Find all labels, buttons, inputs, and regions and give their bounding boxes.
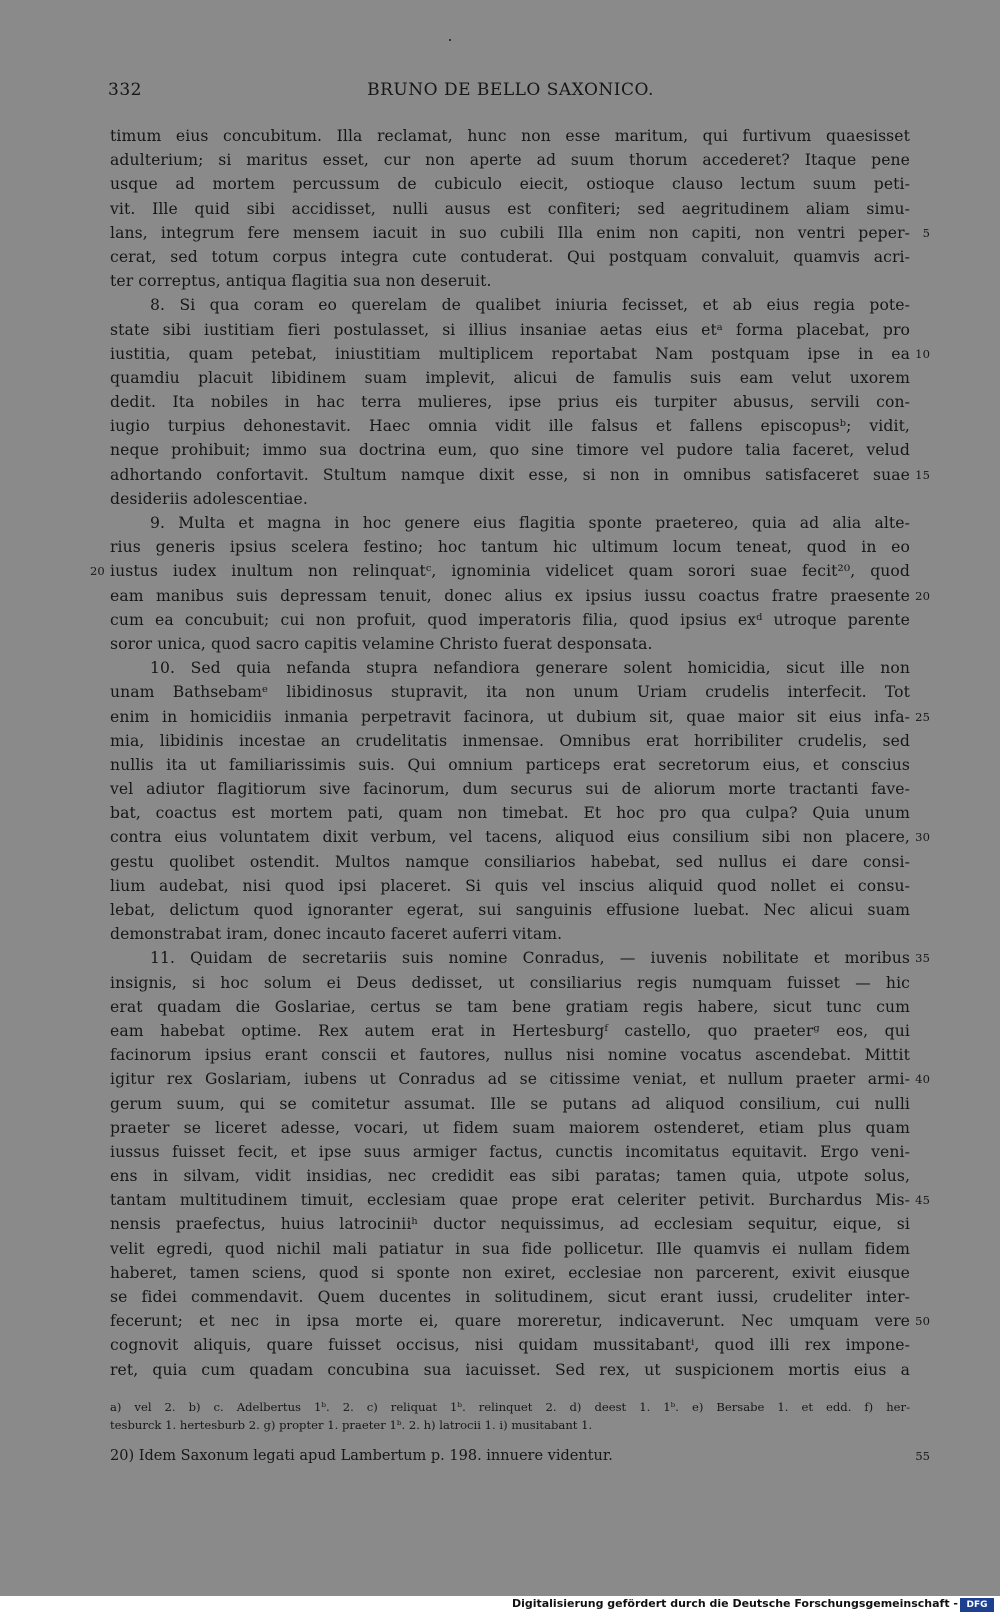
line-text: desideriis adolescentiae.: [110, 489, 308, 508]
line-text: erat quadam die Goslariae, certus se tam bene gratiam regis habere, sicut tunc cum: [110, 997, 910, 1016]
line-text: vel adiutor flagitiorum sive facinorum, dum securus sui de aliorum morte tractanti fave-: [110, 780, 910, 799]
text-line: [110, 777, 910, 801]
line-text: adulterium; si maritus esset, cur non aperte ad suum thorum accederet? Itaque pene: [110, 151, 910, 170]
text-line: [110, 487, 910, 511]
text-line: [110, 148, 910, 172]
line-number: 25: [915, 709, 930, 724]
line-text: timum eius concubitum. Illa reclamat, hunc non esse maritum, qui furtivum quaesisset: [110, 127, 910, 145]
line-text: dedit. Ita nobiles in hac terra mulieres, ipse prius eis turpiter abusus, servili con-: [110, 393, 910, 412]
dfg-logo: DFG: [960, 1598, 994, 1612]
text-line: [110, 922, 910, 946]
line-text: eam manibus suis depressam tenuit, donec alius ex ipsius iussu coactus fratre praesente: [110, 586, 910, 605]
text-line: [110, 1237, 910, 1261]
text-line: [110, 342, 930, 366]
line-text: igitur rex Goslariam, iubens ut Conradus ad se citissime veniat, et nullum praeter armi-: [110, 1070, 910, 1089]
line-text: haberet, tamen sciens, quod si sponte non exiret, ecclesiae non parcerent, exivit eiusque: [110, 1263, 910, 1282]
line-text: praeter se liceret adesse, vocari, ut fidem suam maiorem ostenderet, etiam plus quam: [110, 1118, 910, 1137]
credit-bar: [0, 1596, 1000, 1615]
text-line: [110, 680, 910, 704]
line-text: facinorum ipsius erant conscii et fautores, nullus nisi nomine vocatus ascendebat. Mittit: [110, 1046, 910, 1065]
header-title: BRUNO DE BELLO SAXONICO.: [367, 80, 654, 100]
text-line: [110, 1261, 910, 1285]
text-line: [90, 559, 910, 583]
line-text: iustus iudex inultum non relinquatᶜ, ignominia videlicet quam sorori suae fecit²⁰, quod: [110, 562, 910, 581]
line-number: 50: [915, 1314, 930, 1329]
text-line: [110, 632, 910, 656]
text-line: [110, 1164, 910, 1188]
line-text: nullis ita ut familiarissimis suis. Qui omnium particeps erat secretorum eius, et conscius: [110, 755, 910, 774]
line-text: nensis praefectus, huius latrociniiʰ ductor nequissimus, ad ecclesiam sequitur, eique, si: [110, 1215, 910, 1234]
line-text: neque prohibuit; immo sua doctrina eum, quo sine timore vel pudore talia faceret, velud: [110, 441, 910, 460]
text-line: [110, 511, 910, 535]
line-text: lans, integrum fere mensem iacuit in suo cubili Illa enim non capiti, non ventri peper-: [110, 223, 910, 242]
text-line: [110, 874, 910, 898]
line-text: cum ea concubuit; cui non profuit, quod imperatoris filia, quod ipsius exᵈ utroque parente: [110, 610, 910, 629]
text-line: [110, 1067, 930, 1091]
line-text: demonstrabat iram, donec incauto faceret auferri vitam.: [110, 925, 563, 944]
text-line: [110, 753, 910, 777]
text-line: [110, 729, 910, 753]
credit-text: Digitalisierung gefördert durch die Deutsche Forschungsgemeinschaft -: [511, 1597, 958, 1610]
line-number: 40: [915, 1072, 930, 1087]
text-line: [110, 1212, 910, 1236]
line-text: lebat, delictum quod ignoranter egerat, sui sanguinis effusione luebat. Nec alicui suam: [110, 901, 910, 919]
text-line: [110, 1309, 930, 1333]
line-text: gestu quolibet ostendit. Multos namque consiliarios habebat, sed nullus ei dare consi-: [110, 852, 910, 871]
text-line: [110, 318, 910, 342]
line-number: 5: [922, 225, 930, 240]
text-line: [110, 463, 930, 487]
line-text: unam Bathsebamᵉ libidinosus stupravit, ita non unum Uriam crudelis interfecit. Tot: [110, 683, 910, 702]
line-text: rius generis ipsius scelera festino; hoc tantum hic ultimum locum teneat, quod in eo: [110, 538, 910, 557]
text-line: [110, 1285, 910, 1309]
text-line: [110, 245, 910, 269]
line-text: tantam multitudinem timuit, ecclesiam quae prope erat celeriter petivit. Burchardus Mis-: [110, 1191, 910, 1210]
text-line: [110, 1092, 910, 1116]
page-number: 332: [108, 80, 142, 100]
line-text: 10. Sed quia nefanda stupra nefandiora generare solent homicidia, sicut ille non: [150, 659, 910, 678]
text-line: [110, 584, 930, 608]
text-line: [110, 197, 910, 221]
text-line: [110, 946, 930, 970]
line-text: cerat, sed totum corpus integra cute contuderat. Qui postquam convaluit, quamvis acri-: [110, 247, 910, 266]
text-line: [110, 825, 930, 849]
line-text: eam habebat optime. Rex autem erat in Hertesburgᶠ castello, quo praeterᵍ eos, qui: [110, 1021, 910, 1040]
text-line: [110, 1116, 910, 1140]
text-line: [110, 414, 910, 438]
line-text: velit egredi, quod nichil mali patiatur in sua fide pollicetur. Ille quamvis ei nullam fidem: [110, 1239, 910, 1258]
text-line: [110, 172, 910, 196]
line-number: 30: [915, 830, 930, 845]
line-text: adhortando confortavit. Stultum namque dixit esse, si non in omnibus satisfaceret suae: [110, 465, 910, 484]
line-text: state sibi iustitiam fieri postulasset, si illius insaniae aetas eius etᵃ forma placebat, pro: [110, 320, 910, 339]
text-line: [110, 1358, 910, 1382]
text-line: [110, 656, 910, 680]
text-line: [110, 1019, 910, 1043]
line-text: ter correptus, antiqua flagitia sua non deseruit.: [110, 272, 492, 291]
text-line: [110, 438, 910, 462]
text-line: [110, 221, 930, 245]
text-line: [110, 1188, 930, 1212]
endnote-line-number: 55: [915, 1449, 930, 1463]
footnote-line: tesburck 1. hertesburb 2. g) propter 1. praeter 1ᵇ. 2. h) latrocii 1. i) musitabant 1.: [110, 1418, 593, 1432]
line-number: 45: [915, 1193, 930, 1208]
line-text: bat, coactus est mortem pati, quam non timebat. Et hoc pro qua culpa? Quia unum: [110, 804, 910, 823]
line-text: soror unica, quod sacro capitis velamine Christo fuerat desponsata.: [110, 634, 653, 653]
text-line: [110, 1043, 910, 1067]
line-number: 35: [915, 951, 930, 966]
line-number: 20: [915, 588, 930, 603]
line-text: quamdiu placuit libidinem suam implevit, alicui de famulis suis eam velut uxorem: [110, 368, 910, 387]
line-text: ret, quia cum quadam concubina sua iacuisset. Sed rex, ut suspicionem mortis eius a: [110, 1360, 910, 1379]
line-text: 8. Si qua coram eo querelam de qualibet iniuria fecisset, et ab eius regia pote-: [150, 296, 910, 315]
text-line: [110, 995, 910, 1019]
line-number: 10: [915, 346, 930, 361]
line-text: fecerunt; et nec in ipsa morte ei, quare moreretur, indicaverunt. Nec umquam vere: [110, 1312, 910, 1331]
scan-speck: [449, 39, 451, 41]
endnote-text: 20) Idem Saxonum legati apud Lambertum p. 198. innuere videntur.: [110, 1448, 613, 1464]
line-text: vit. Ille quid sibi accidisset, nulli ausus est confiteri; sed aegritudinem aliam simu-: [110, 199, 910, 218]
line-text: usque ad mortem percussum de cubiculo eiecit, ostioque clauso lectum suum peti-: [110, 175, 910, 194]
line-text: iustitia, quam petebat, iniustitiam multiplicem reportabat Nam postquam ipse in ea: [110, 344, 910, 363]
line-text: gerum suum, qui se comitetur assumat. Ille se putans ad aliquod consilium, cui nulli: [110, 1094, 910, 1113]
footnotes: [110, 1399, 910, 1435]
text-line: [110, 1333, 910, 1357]
endnote: [110, 1446, 930, 1466]
text-line: [110, 366, 910, 390]
text-line: [110, 850, 910, 874]
footnote-line: a) vel 2. b) c. Adelbertus 1ᵇ. 2. c) reliquat 1ᵇ. relinquet 2. d) deest 1. 1ᵇ. e) Bersabe 1. et edd. f) her-: [110, 1400, 910, 1414]
text-line: [110, 293, 910, 317]
body-text: [90, 124, 930, 1382]
line-text: 11. Quidam de secretariis suis nomine Conradus, — iuvenis nobilitate et moribus: [150, 949, 910, 968]
text-line: [110, 124, 910, 148]
line-text: insignis, si hoc solum ei Deus dedisset, ut consiliarius regis numquam fuisset — hic: [110, 973, 910, 992]
line-text: lium audebat, nisi quod ipsi placeret. Si quis vel inscius aliquid quod nollet ei consu-: [110, 876, 910, 895]
text-line: [110, 269, 910, 293]
text-line: [110, 608, 910, 632]
line-text: 9. Multa et magna in hoc genere eius flagitia sponte praetereo, quia ad alia alte-: [150, 514, 910, 532]
text-line: [110, 1140, 910, 1164]
text-line: [110, 705, 930, 729]
line-number: 15: [915, 467, 930, 482]
line-number: 20: [90, 564, 105, 579]
line-text: cognovit aliquis, quare fuisset occisus, nisi quidam mussitabantⁱ, quod illi rex impone-: [110, 1336, 910, 1355]
text-line: [110, 390, 910, 414]
text-line: [110, 971, 910, 995]
running-head: [108, 80, 913, 106]
line-text: iugio turpius dehonestavit. Haec omnia vidit ille falsus et fallens episcopusᵇ; vidit,: [110, 417, 910, 436]
text-line: [110, 801, 910, 825]
line-text: iussus fuisset fecit, et ipse suus armiger factus, cunctis incomitatus equitavit. Ergo veni-: [110, 1142, 910, 1161]
line-text: se fidei commendavit. Quem ducentes in solitudinem, sicut erant iussi, crudeliter inter-: [110, 1288, 910, 1306]
line-text: contra eius voluntatem dixit verbum, vel tacens, aliquod eius consilium sibi non placere,: [110, 828, 910, 847]
line-text: enim in homicidiis inmania perpetravit facinora, ut dubium sit, quae maior sit eius infa-: [110, 707, 910, 726]
line-text: mia, libidinis incestae an crudelitatis inmensae. Omnibus erat horribiliter crudelis, sed: [110, 731, 910, 750]
text-line: [110, 535, 910, 559]
text-line: [110, 898, 910, 922]
line-text: ens in silvam, vidit insidias, nec credidit eas sibi paratas; tamen quia, utpote solus,: [110, 1167, 910, 1186]
